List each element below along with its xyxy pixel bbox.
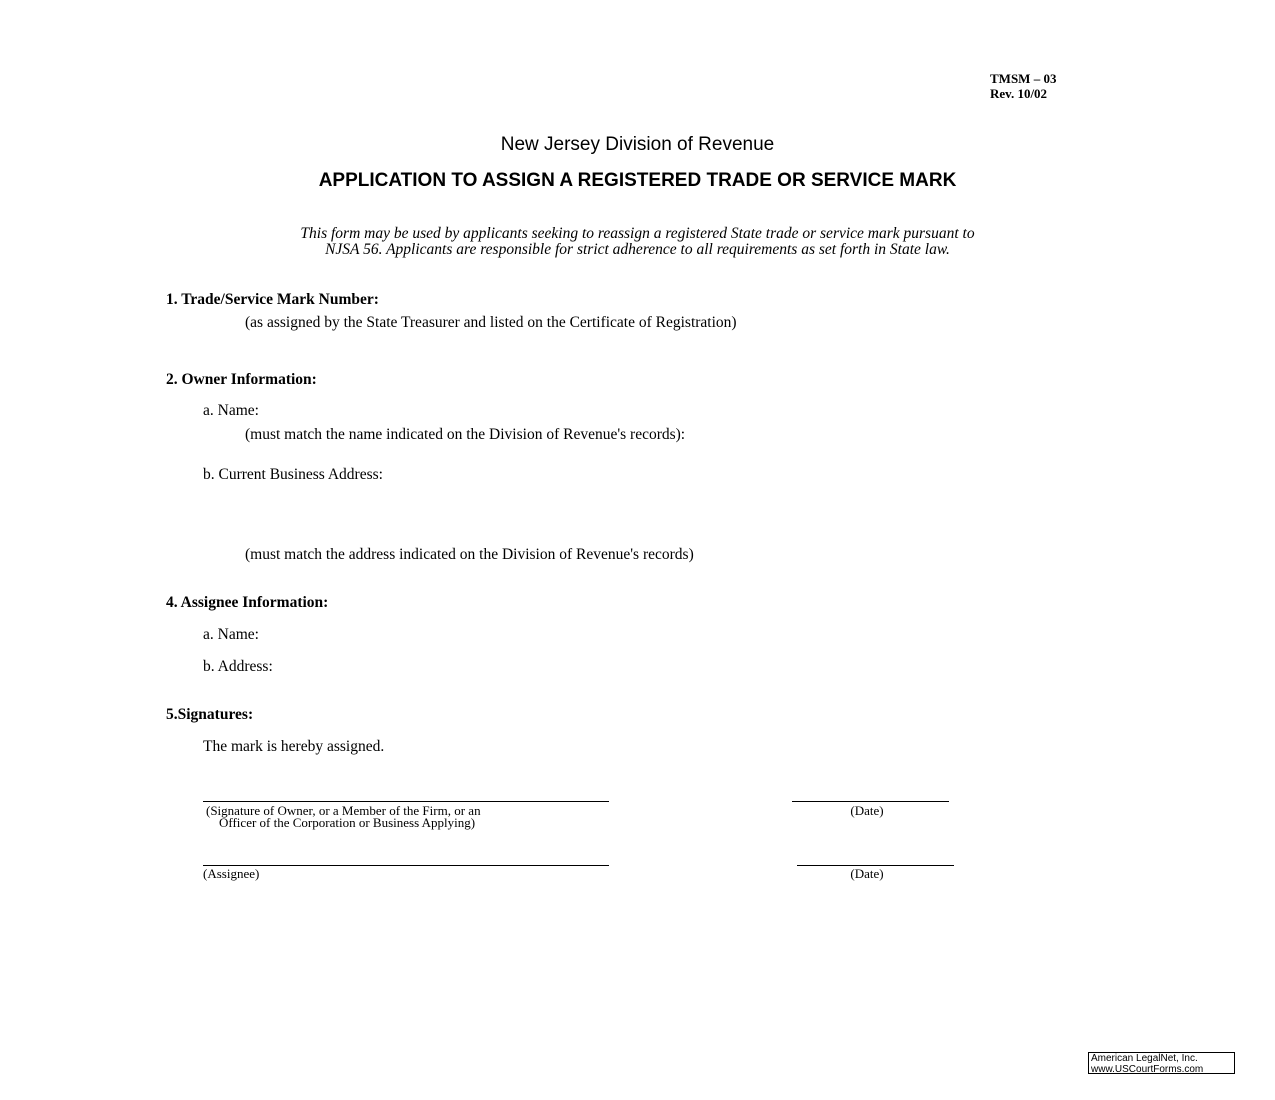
footer-stamp [1088,1052,1235,1074]
owner-signature-label-1: (Signature of Owner, or a Member of the Firm, or an [206,803,481,818]
owner-address-note: (must match the address indicated on the Division of Revenue's records) [245,546,694,563]
assignee-label: (Assignee) [203,866,260,881]
intro-line-2: NJSA 56. Applicants are responsible for strict adherence to all requirements as set forth in State law. [325,241,950,258]
section5-heading: 5.Signatures: [166,706,254,723]
intro-line-1: This form may be used by applicants seeking to reassign a registered State trade or service mark pursuant to [300,225,975,242]
owner-name-label: a. Name: [203,402,259,419]
owner-address-label: b. Current Business Address: [203,466,383,483]
footer-line-2: www.USCourtForms.com [1091,1063,1204,1075]
agency-name: New Jersey Division of Revenue [500,134,775,155]
section2-heading: 2. Owner Information: [166,371,317,388]
assignment-statement: The mark is hereby assigned. [203,738,385,755]
form-code: TMSM – 03 [990,71,1057,86]
form-title: APPLICATION TO ASSIGN A REGISTERED TRADE OR SERVICE MARK [318,170,957,191]
owner-date-label: (Date) [850,803,884,818]
section4-heading: 4. Assignee Information: [166,594,329,611]
owner-date-line [792,801,949,802]
owner-name-note: (must match the name indicated on the Division of Revenue's records): [245,426,686,443]
form-revision: Rev. 10/02 [990,86,1048,101]
owner-signature-line [203,801,609,802]
assignee-date-label: (Date) [850,866,884,881]
assignee-name-label: a. Name: [203,626,259,643]
assignee-address-label: b. Address: [203,658,273,675]
footer-line-1: American LegalNet, Inc. [1091,1053,1198,1064]
section1-heading: 1. Trade/Service Mark Number: [166,291,379,308]
section1-note: (as assigned by the State Treasurer and listed on the Certificate of Registration) [245,314,737,331]
assignee-signature-line [203,865,609,866]
owner-signature-label-2: Officer of the Corporation or Business Applying) [219,815,476,830]
